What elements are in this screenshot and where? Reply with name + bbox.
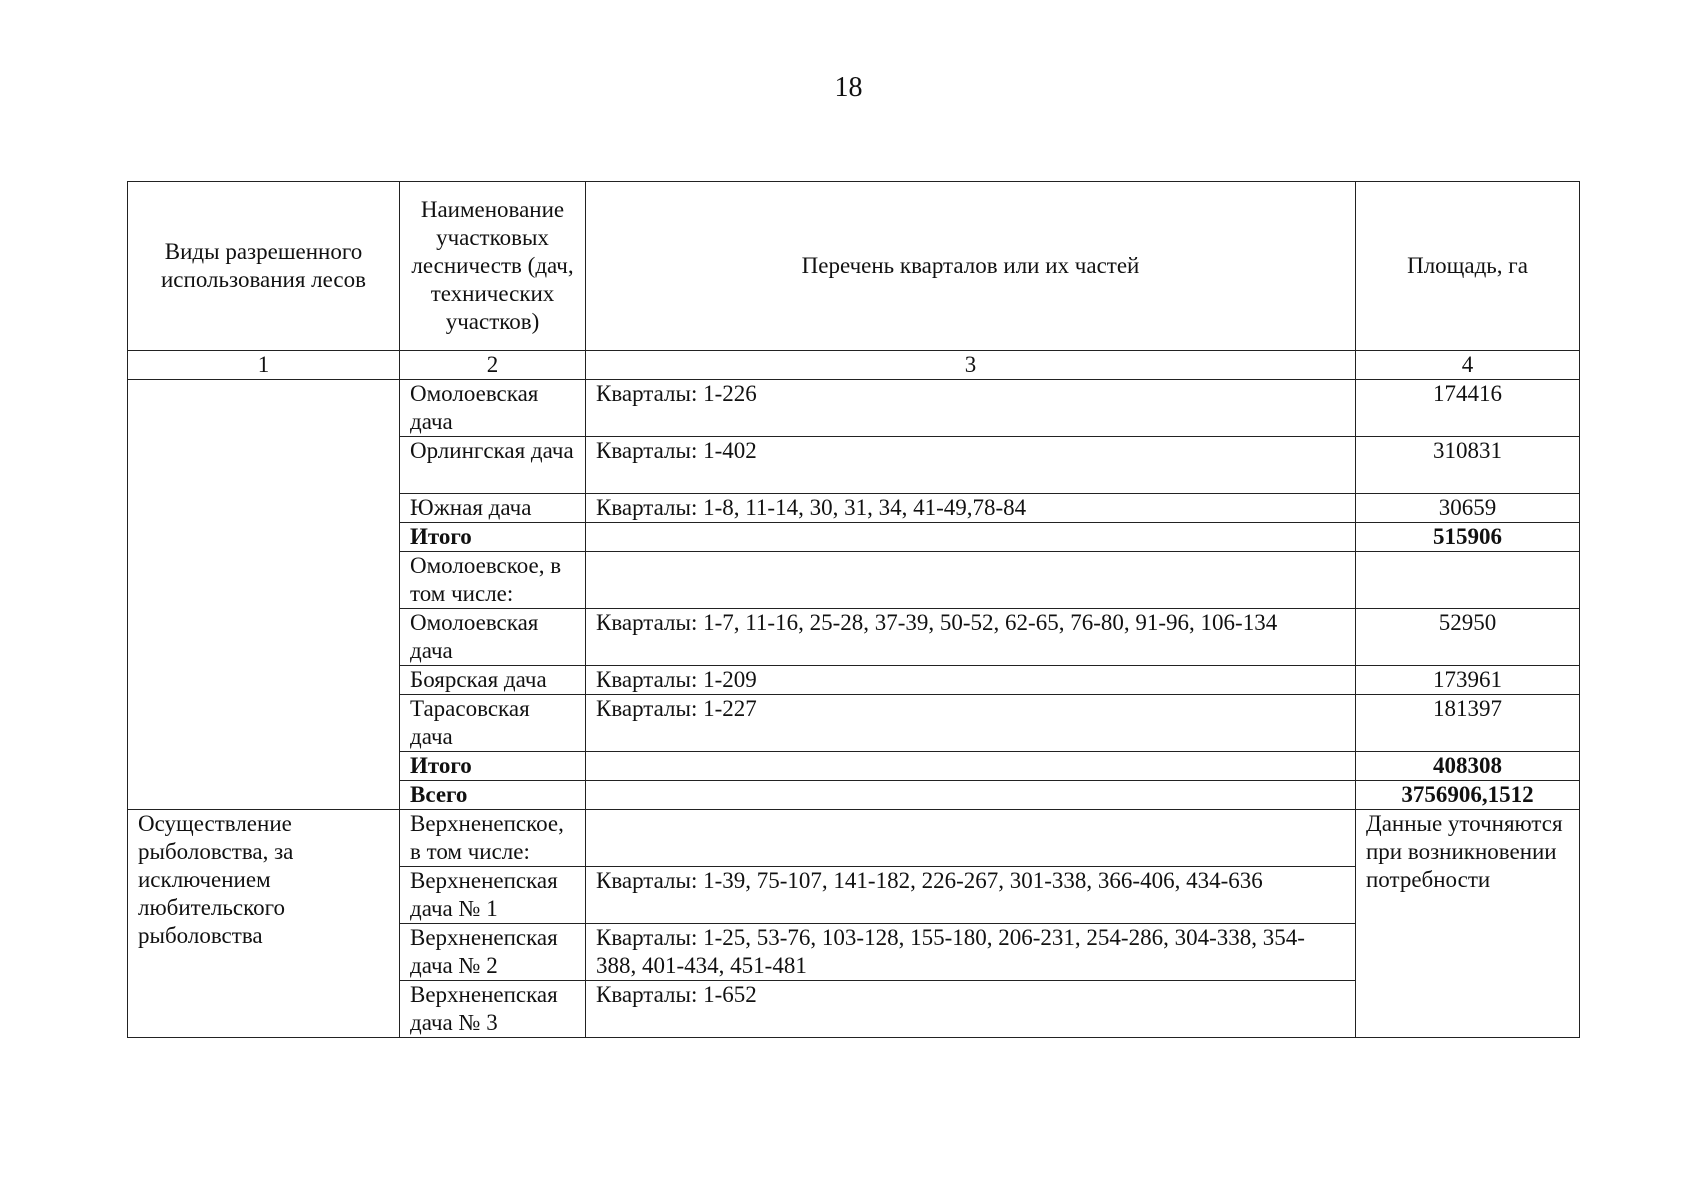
quarters-list: Кварталы: 1-7, 11-16, 25-28, 37-39, 50-52, 62-65, 76-80, 91-96, 106-134: [586, 609, 1356, 666]
column-number: 1: [128, 351, 400, 380]
quarters-list: Кварталы: 1-652: [586, 981, 1356, 1038]
quarters-list: [586, 810, 1356, 867]
area-value: 30659: [1356, 494, 1580, 523]
forestry-name: Верхненепская дача № 3: [400, 981, 586, 1038]
quarters-list: Кварталы: 1-25, 53-76, 103-128, 155-180, 206-231, 254-286, 304-338, 354-388, 401-434, 451-481: [586, 924, 1356, 981]
subtotal-label: Итого: [400, 752, 586, 781]
quarters-list: [586, 523, 1356, 552]
forestry-name: Верхненепская дача № 2: [400, 924, 586, 981]
area-value: 181397: [1356, 695, 1580, 752]
subtotal-value: 408308: [1356, 752, 1580, 781]
forestry-name: Орлингская дача: [400, 437, 586, 494]
area-value: 310831: [1356, 437, 1580, 494]
quarters-list: Кварталы: 1-8, 11-14, 30, 31, 34, 41-49,78-84: [586, 494, 1356, 523]
area-value: 52950: [1356, 609, 1580, 666]
column-number: 2: [400, 351, 586, 380]
column-number: 3: [586, 351, 1356, 380]
area-note: Данные уточняются при возникновении потребности: [1356, 810, 1580, 1038]
quarters-list: Кварталы: 1-402: [586, 437, 1356, 494]
table-row: [128, 810, 1580, 867]
area-value: 174416: [1356, 380, 1580, 437]
header-forestry-name: Наименование участковых лесничеств (дач, технических участков): [400, 182, 586, 351]
quarters-list: Кварталы: 1-209: [586, 666, 1356, 695]
header-quarters-list: Перечень кварталов или их частей: [586, 182, 1356, 351]
total-label: Всего: [400, 781, 586, 810]
quarters-list: [586, 752, 1356, 781]
forestry-name: Южная дача: [400, 494, 586, 523]
forestry-name: Тарасовская дача: [400, 695, 586, 752]
forestry-name: Омолоевская дача: [400, 380, 586, 437]
forestry-name: Омолоевская дача: [400, 609, 586, 666]
forest-usage-table: [127, 181, 1580, 1038]
quarters-list: Кварталы: 1-226: [586, 380, 1356, 437]
area-value: [1356, 552, 1580, 609]
total-value: 3756906,1512: [1356, 781, 1580, 810]
forestry-name: Верхненепская дача № 1: [400, 867, 586, 924]
quarters-list: [586, 552, 1356, 609]
usage-type-fishing: Осуществление рыболовства, за исключением любительского рыболовства: [128, 810, 400, 1038]
forestry-name: Боярская дача: [400, 666, 586, 695]
forestry-group-name: Омолоевское, в том числе:: [400, 552, 586, 609]
subtotal-label: Итого: [400, 523, 586, 552]
column-number-row: [128, 351, 1580, 380]
table-header-row: [128, 182, 1580, 351]
header-usage-type: Виды разрешенного использования лесов: [128, 182, 400, 351]
column-number: 4: [1356, 351, 1580, 380]
quarters-list: Кварталы: 1-227: [586, 695, 1356, 752]
forestry-group-name: Верхненепское, в том числе:: [400, 810, 586, 867]
table-row: [128, 380, 1580, 437]
usage-type-cell-empty: [128, 380, 400, 810]
header-area: Площадь, га: [1356, 182, 1580, 351]
quarters-list: Кварталы: 1-39, 75-107, 141-182, 226-267, 301-338, 366-406, 434-636: [586, 867, 1356, 924]
area-value: 173961: [1356, 666, 1580, 695]
quarters-list: [586, 781, 1356, 810]
page-number: 18: [834, 72, 863, 103]
subtotal-value: 515906: [1356, 523, 1580, 552]
